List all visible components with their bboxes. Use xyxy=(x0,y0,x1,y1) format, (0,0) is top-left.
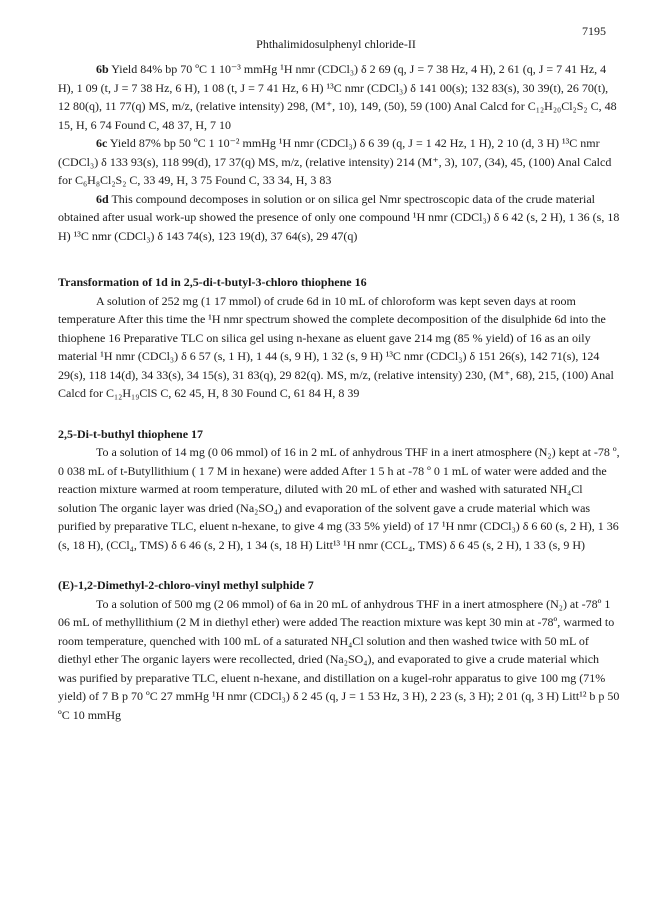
paper-body xyxy=(58,60,620,724)
compound-data: Yield 87% bp 50 ºC 1 10⁻² mmHg ¹H nmr (CDCl₃) δ 6 39 (q, J = 1 42 Hz, 1 H), 2 10 (d, 3 H) ¹³C nmr (CDCl₃) δ 133 93(s), 118 99(d), 17 37(q) MS, m/z, (relative intensity) 214 (M⁺, 3), 107, (34), 45, (100) Anal Calcd for C₆H₈Cl₂S₂ C, 33 49, H, 3 75 Found C, 33 34, H, 3 83 xyxy=(58,136,612,187)
compound-data: Yield 84% bp 70 ºC 1 10⁻³ mmHg ¹H nmr (CDCl₃) δ 2 69 (q, J = 7 38 Hz, 4 H), 2 61 (q, J = 7 41 Hz, 4 H), 1 09 (t, J = 7 38 Hz, 6 H), 1 08 (t, J = 7 41 Hz, 6 H) ¹³C nmr (CDCl₃) δ 141 00(s); 132 83(s), 30 39(t), 26 70(t), 12 80(q), 11 77(q) MS, m/z, (relative intensity) 298, (M⁺, 10), 149, (50), 59 (100) Anal Calcd for C₁₂H₂₀Cl₂S₂ C, 48 15, H, 6 74 Found C, 48 37, H, 7 10 xyxy=(58,62,617,132)
compound-label: 6c xyxy=(96,136,108,150)
section-heading-vinyl-sulphide-7: (E)-1,2-Dimethyl-2-chloro-vinyl methyl sulphide 7 xyxy=(58,578,314,592)
compound-6c-paragraph xyxy=(58,134,620,190)
page-number: 7195 xyxy=(582,24,606,38)
section-body-thiophene-17: To a solution of 14 mg (0 06 mmol) of 16 in 2 mL of anhydrous THF in a inert atmosphere (N₂) kept at -78 º, 0 038 mL of t-Butyllithium ( 1 7 M in hexane) were added After 1 5 h at -78 º 0 1 mL of water were added and the reaction mixture warmed at room temperature, diluted with 20 mL of ether and washed with saturated NH₄Cl solution The organic layer was dried (Na₂SO₄) and evaporation of the solvent gave a crude material which was purified by preparative TLC, eluent n-hexane, to give 4 mg (33 5% yield) of 17 ¹H nmr (CDCl₃) δ 6 60 (s, 2 H), 1 36 (s, 18 H), (CCl₄, TMS) δ 6 46 (s, 2 H), 1 34 (s, 18 H) Litt¹³ ¹H nmr (CCL₄, TMS) δ 6 45 (s, 2 H), 1 33 (s, 9 H) xyxy=(58,445,620,552)
section-body-vinyl-sulphide-7: To a solution of 500 mg (2 06 mmol) of 6a in 20 mL of anhydrous THF in a inert atmosphere (N₂) at -78º 1 06 mL of methyllithium (2 M in diethyl ether) were added The reaction mixture was kept 30 min at -78º, warmed to room temperature, quenched with 100 mL of a saturated NH₄Cl solution and then washed twice with 50 mL of diethyl ether The organic layers were recollected, dried (Na₂SO₄), and evaporated to give a crude material which was purified by preparative TLC, eluent n-hexane, and distillation on a kugel-rohr apparatus to give 100 mg (71% yield) of 7 B p 70 ºC 27 mmHg ¹H nmr (CDCl₃) δ 2 45 (q, J = 1 53 Hz, 3 H), 2 23 (s, 3 H); 2 01 (q, 3 H) Litt¹² b p 50 ºC 10 mmHg xyxy=(58,596,620,722)
compound-6d-paragraph xyxy=(58,190,620,246)
compound-data: This compound decomposes in solution or on silica gel Nmr spectroscopic data of the crude material obtained after usual work-up showed the presence of only one compound ¹H nmr (CDCl₃) δ 6 42 (s, 2 H), 1 36 (s, 18 H) ¹³C nmr (CDCl₃) δ 143 74(s), 123 19(d), 37 64(s), 29 47(q) xyxy=(58,191,620,243)
running-title: Phthalimidosulphenyl chloride-II xyxy=(256,37,416,51)
compound-label: 6b xyxy=(96,62,109,76)
compound-6b-paragraph xyxy=(58,60,620,134)
section-heading-thiophene-16: Transformation of 1d in 2,5-di-t-butyl-3-chloro thiophene 16 xyxy=(58,275,367,289)
compound-label: 6d xyxy=(96,191,109,206)
section-body-thiophene-16: A solution of 252 mg (1 17 mmol) of crude 6d in 10 mL of chloroform was kept seven days at room temperature After this time the ¹H nmr spectrum showed the complete decomposition of the disulphide 6d into the thiophene 16 Preparative TLC on silica gel using n-hexane as eluent gave 214 mg (85 % yield) of 16 as an oily material ¹H nmr (CDCl₃) δ 6 57 (s, 1 H), 1 44 (s, 9 H), 1 32 (s, 9 H) ¹³C nmr (CDCl₃) δ 151 26(s), 142 71(s), 124 29(s), 118 14(d), 34 33(s), 34 15(s), 31 83(q), 29 82(q). MS, m/z, (relative intensity) 230, (M⁺, 68), 215, (100) Anal Calcd for C₁₂H₁₉ClS C, 62 45, H, 8 30 Found C, 61 84 H, 8 39 xyxy=(58,293,614,400)
section-heading-thiophene-17: 2,5-Di-t-buthyl thiophene 17 xyxy=(58,426,204,441)
